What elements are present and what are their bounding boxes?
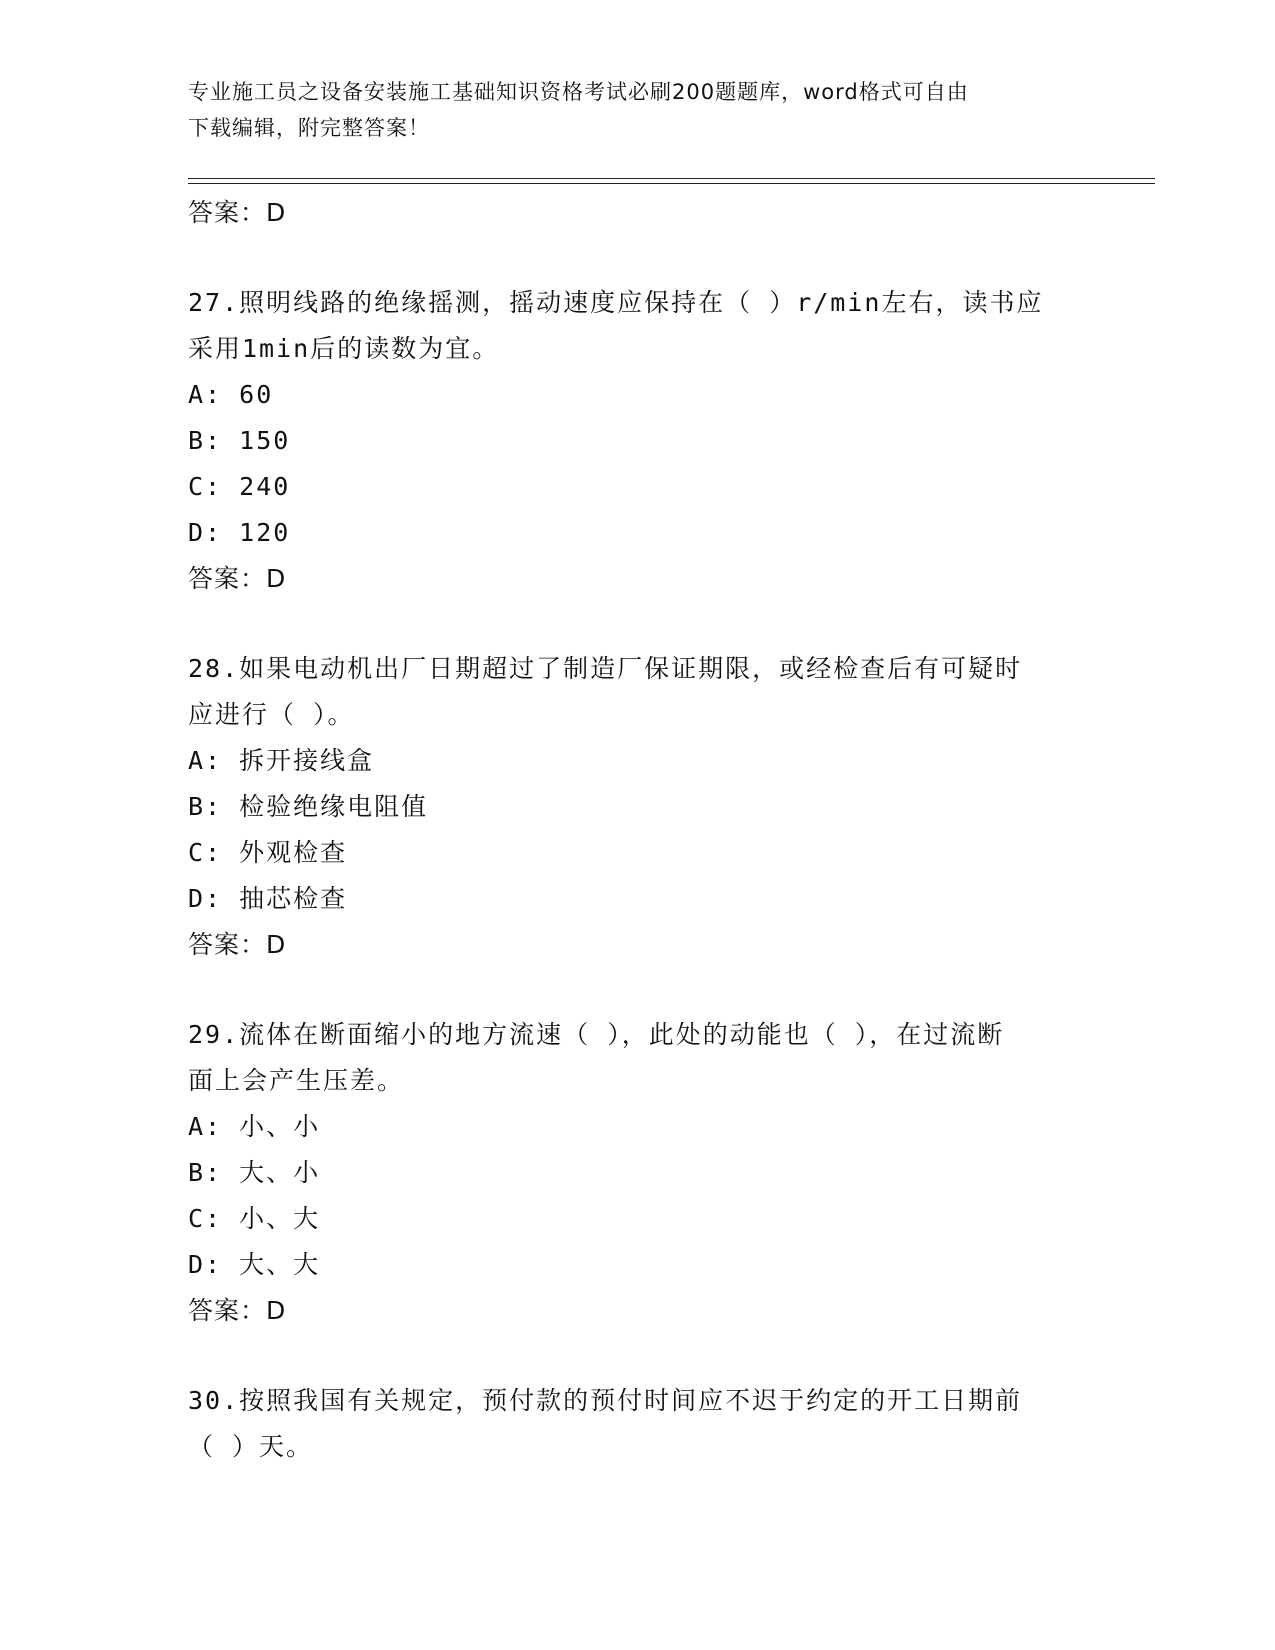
option-c: C: 外观检查 [188,838,348,867]
question-text-line-2: （ ）天。 [188,1432,314,1461]
option-a: A: 60 [188,380,274,409]
question-27 [188,280,1088,602]
question-text-line-2: 面上会产生压差。 [188,1066,405,1095]
header-line-1: 专业施工员之设备安装施工基础知识资格考试必刷200题题库，word格式可自由 [188,80,969,104]
question-30 [188,1378,1088,1470]
option-c: C: 240 [188,472,291,501]
spacer [188,968,1088,1012]
option-b: B: 大、小 [188,1158,321,1187]
previous-answer: 答案：D [188,198,287,227]
question-text-line-1: 29.流体在断面缩小的地方流速（ ），此处的动能也（ ），在过流断 [188,1020,1005,1049]
option-d: D: 抽芯检查 [188,884,348,913]
option-b: B: 检验绝缘电阻值 [188,792,429,821]
question-text-line-1: 28.如果电动机出厂日期超过了制造厂保证期限，或经检查后有可疑时 [188,654,1023,683]
question-text-line-2: 采用1min后的读数为宜。 [188,334,500,363]
header-divider-top [188,178,1155,179]
question-29 [188,1012,1088,1334]
question-text-line-2: 应进行（ ）。 [188,700,355,729]
spacer [188,602,1088,646]
spacer [188,1334,1088,1378]
option-b: B: 150 [188,426,291,455]
question-list [188,190,1088,1470]
question-text-line-1: 30.按照我国有关规定，预付款的预付时间应不迟于约定的开工日期前 [188,1386,1023,1415]
answer-text: 答案：D [188,1296,287,1325]
option-d: D: 大、大 [188,1250,321,1279]
header-line-2: 下载编辑，附完整答案！ [188,116,430,140]
spacer [188,236,1088,280]
answer-text: 答案：D [188,564,287,593]
question-text-line-1: 27.照明线路的绝缘摇测，摇动速度应保持在（ ）r/min左右，读书应 [188,288,1044,317]
answer-text: 答案：D [188,930,287,959]
option-a: A: 拆开接线盒 [188,746,375,775]
option-d: D: 120 [188,518,291,547]
header-divider-bottom [188,183,1155,184]
option-c: C: 小、大 [188,1204,321,1233]
option-a: A: 小、小 [188,1112,321,1141]
question-28 [188,646,1088,968]
document-header [188,74,1088,146]
